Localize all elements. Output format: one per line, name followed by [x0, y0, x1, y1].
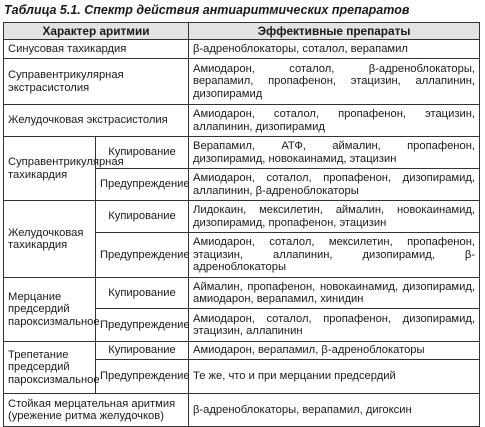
arrhythmia-name: Синусовая тахикардия	[4, 40, 189, 59]
table-header-row	[4, 23, 480, 40]
drugs-cell: Амиодарон, верапамил, β-адреноблокаторы	[189, 342, 480, 360]
table-row	[4, 394, 480, 427]
arrhythmia-name: Стойкая мерцательная аритмия (урежение ритма желудочков)	[4, 394, 189, 427]
table-row	[4, 137, 480, 169]
table-row	[4, 278, 480, 309]
drugs-cell: Лидокаин, мексилетин, аймалин, новокаинамид, дизопирамид, пропафенон, этацизин	[189, 201, 480, 233]
table-caption: Таблица 5.1. Спектр действия антиаритмических препаратов	[4, 3, 410, 17]
arrhythmia-name: Суправентрикулярная экстрасистолия	[4, 59, 189, 105]
drugs-cell: Амиодарон, соталол, пропафенон, дизопирамид, аллапинин, β-адреноблокаторы	[189, 169, 480, 201]
table-row	[4, 201, 480, 233]
drugs-cell: Амиодарон, соталол, мексилетин, пропафенон, этацизин, аллапинин, дизопирамид, β-адреноблокаторы	[189, 233, 480, 278]
drugs-cell: Те же, что и при мерцании предсердий	[189, 360, 480, 394]
subtype-label: Предупреждение	[96, 360, 189, 394]
drugs-cell: β-адреноблокаторы, верапамил, дигоксин	[189, 394, 480, 427]
drugs-cell: Аймалин, пропафенон, новокаинамид, дизопирамид, амиодарон, верапамил, хинидин	[189, 278, 480, 309]
subtype-label: Купирование	[96, 278, 189, 309]
arrhythmia-name: Желудочковая тахикардия	[4, 201, 96, 278]
antiarrhythmic-table	[3, 22, 480, 427]
table-row	[4, 40, 480, 59]
arrhythmia-name: Желудочковая экстрасистолия	[4, 105, 189, 137]
header-arrhythmia: Характер аритмии	[4, 23, 189, 40]
subtype-label: Купирование	[96, 137, 189, 169]
table-row	[4, 59, 480, 105]
drugs-cell: Амиодарон, соталол, пропафенон, дизопирамид, этацизин, аллапинин	[189, 309, 480, 342]
table-row	[4, 105, 480, 137]
header-drugs: Эффективные препараты	[189, 23, 480, 40]
subtype-label: Купирование	[96, 342, 189, 360]
drugs-cell: Амиодарон, соталол, пропафенон, этацизин, аллапинин, дизопирамид	[189, 105, 480, 137]
drugs-cell: β-адреноблокаторы, соталол, верапамил	[189, 40, 480, 59]
subtype-label: Купирование	[96, 201, 189, 233]
drugs-cell: Верапамил, АТФ, аймалин, пропафенон, дизопирамид, новокаинамид, этацизин	[189, 137, 480, 169]
drugs-cell: Амиодарон, соталол, β-адреноблокаторы, верапамил, пропафенон, этацизин, аллапинин, дизопирамид	[189, 59, 480, 105]
arrhythmia-name: Трепетание предсердий пароксизмальное	[4, 342, 96, 394]
subtype-label: Предупреждение	[96, 233, 189, 278]
table-row	[4, 342, 480, 360]
subtype-label: Предупреждение	[96, 309, 189, 342]
subtype-label: Предупреждение	[96, 169, 189, 201]
arrhythmia-name: Суправентрикулярная тахикардия	[4, 137, 96, 201]
arrhythmia-name: Мерцание предсердий пароксизмальное	[4, 278, 96, 342]
